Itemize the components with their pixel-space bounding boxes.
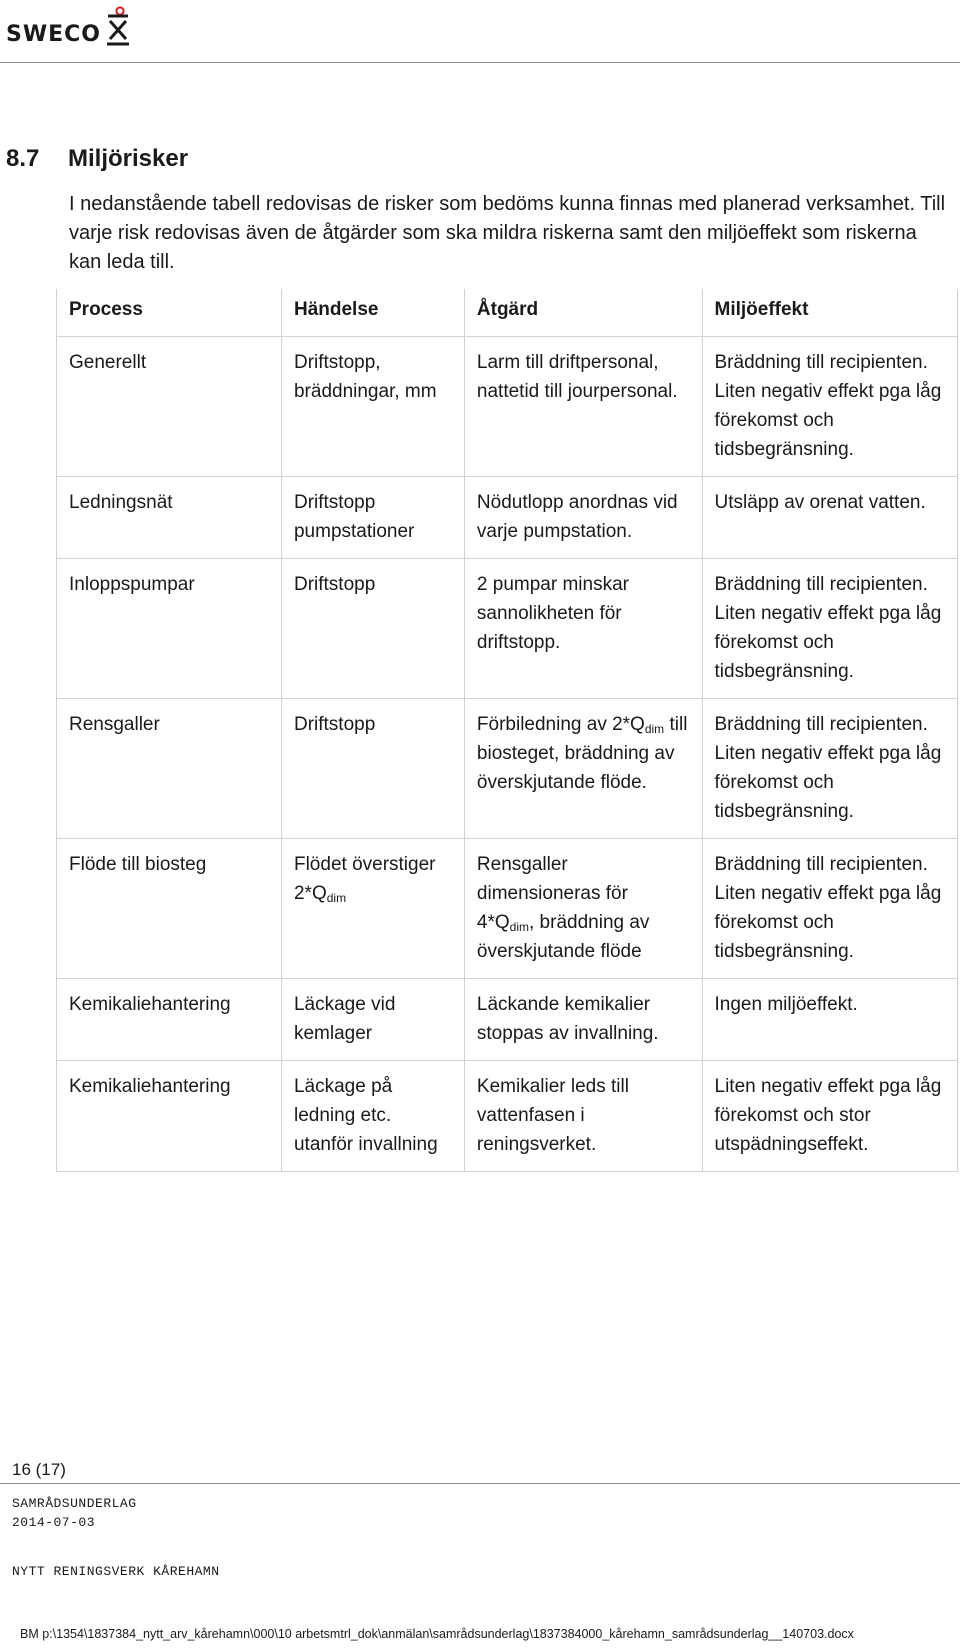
table-header-row [57, 289, 958, 337]
cell-text: Förbiledning av 2*Q [476, 714, 645, 735]
cell-process: Kemikaliehantering [57, 1061, 282, 1172]
sweco-figure-logo-icon [105, 6, 131, 46]
cell-process: Rensgaller [57, 699, 282, 839]
footer-document-info [12, 1494, 137, 1532]
cell-atgard: Läckande kemikalier stoppas av invallning. [464, 979, 702, 1061]
logo-wordmark: SWECO [6, 22, 101, 47]
table-row [57, 337, 958, 477]
document-type: SAMRÅDSUNDERLAG [12, 1496, 137, 1511]
header-divider [0, 62, 960, 63]
table-row [57, 1061, 958, 1172]
cell-atgard: Nödutlopp anordnas vid varje pumpstation. [464, 477, 702, 559]
cell-process: Generellt [57, 337, 282, 477]
cell-handelse: Driftstopp, bräddningar, mm [281, 337, 464, 477]
sweco-logo [6, 4, 131, 46]
cell-text: , bräddning av överskjutande flöde [476, 912, 650, 962]
footer-divider [0, 1483, 960, 1484]
col-header-miljoeffekt: Miljöeffekt [702, 289, 958, 337]
cell-text: Rensgaller dimensioneras för 4*Q [476, 854, 628, 933]
section-title: Miljörisker [68, 145, 189, 172]
cell-handelse: Driftstopp [281, 559, 464, 699]
cell-handelse: Läckage vid kemlager [281, 979, 464, 1061]
cell-handelse [281, 839, 464, 979]
cell-miljoeffekt: Bräddning till recipienten. Liten negativ effekt pga låg förekomst och tidsbegränsning. [702, 839, 958, 979]
cell-handelse: Driftstopp [281, 699, 464, 839]
cell-miljoeffekt: Bräddning till recipienten. Liten negativ effekt pga låg förekomst och tidsbegränsning. [702, 337, 958, 477]
subscript: dim [326, 891, 347, 905]
cell-process: Ledningsnät [57, 477, 282, 559]
cell-atgard [464, 699, 702, 839]
cell-atgard: Kemikalier leds till vattenfasen i reningsverket. [464, 1061, 702, 1172]
cell-miljoeffekt: Ingen miljöeffekt. [702, 979, 958, 1061]
cell-handelse: Läckage på ledning etc. utanför invallning [281, 1061, 464, 1172]
col-header-handelse: Händelse [281, 289, 464, 337]
cell-miljoeffekt: Liten negativ effekt pga låg förekomst och stor utspädningseffekt. [702, 1061, 958, 1172]
cell-atgard: Larm till driftpersonal, nattetid till jourpersonal. [464, 337, 702, 477]
cell-atgard [464, 839, 702, 979]
cell-process: Flöde till biosteg [57, 839, 282, 979]
table-row [57, 699, 958, 839]
cell-atgard: 2 pumpar minskar sannolikheten för driftstopp. [464, 559, 702, 699]
cell-miljoeffekt: Bräddning till recipienten. Liten negativ effekt pga låg förekomst och tidsbegränsning. [702, 699, 958, 839]
risk-table [56, 289, 958, 1172]
table-row [57, 477, 958, 559]
subscript: dim [644, 722, 665, 736]
intro-paragraph: I nedanstående tabell redovisas de risker som bedöms kunna finnas med planerad verksamhet. Till varje risk redovisas även de åtgärder som ska mildra riskerna samt den miljöeffekt som riskerna kan leda till. [69, 193, 946, 273]
section-number: 8.7 [6, 145, 40, 172]
project-name: NYTT RENINGSVERK KÅREHAMN [12, 1564, 220, 1579]
cell-miljoeffekt: Bräddning till recipienten. Liten negativ effekt pga låg förekomst och tidsbegränsning. [702, 559, 958, 699]
file-path: BM p:\1354\1837384_nytt_arv_kårehamn\000\10 arbetsmtrl_dok\anmälan\samrådsunderlag\1837384000_kårehamn_samrådsunderlag__140703.docx [20, 1627, 854, 1641]
cell-process: Inloppspumpar [57, 559, 282, 699]
document-date: 2014-07-03 [12, 1515, 96, 1530]
cell-process: Kemikaliehantering [57, 979, 282, 1061]
table-row [57, 839, 958, 979]
table-row [57, 559, 958, 699]
subscript: dim [509, 920, 529, 934]
section-heading [6, 145, 188, 173]
col-header-process: Process [57, 289, 282, 337]
table-row [57, 979, 958, 1061]
cell-text: Flödet överstiger 2*Q [293, 854, 436, 904]
cell-text: till biosteget, bräddning av överskjutande flöde. [476, 714, 688, 793]
cell-miljoeffekt: Utsläpp av orenat vatten. [702, 477, 958, 559]
page-number: 16 (17) [12, 1460, 66, 1479]
cell-handelse: Driftstopp pumpstationer [281, 477, 464, 559]
col-header-atgard: Åtgärd [464, 289, 702, 337]
